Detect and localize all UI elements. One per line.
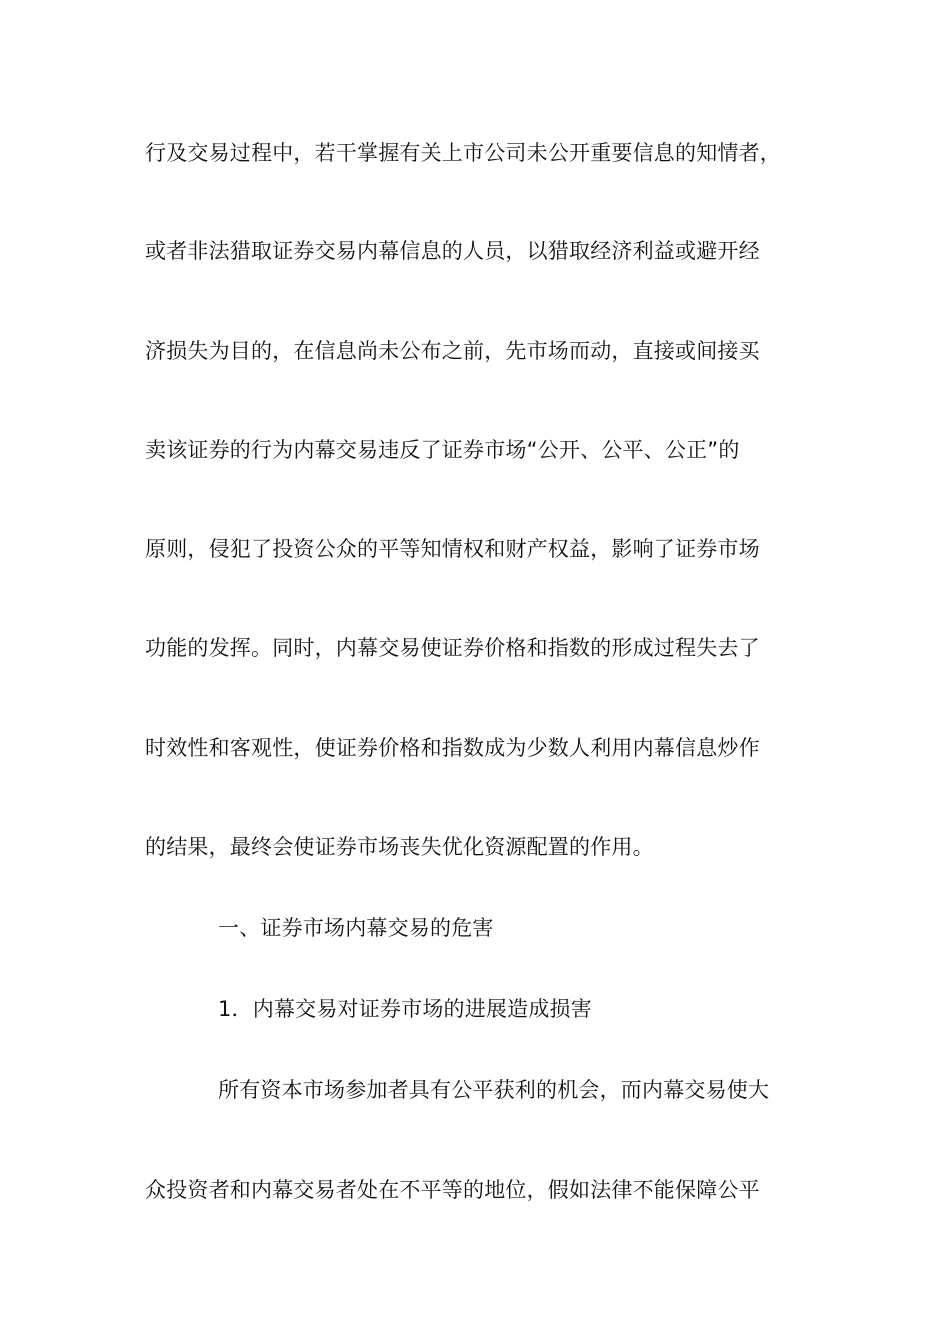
text-line: 卖该证券的行为内幕交易违反了证券市场“公开、公平、公正”的 [145,438,740,462]
text-line: 所有资本市场参加者具有公平获利的机会，而内幕交易使大 [218,1078,770,1102]
text-line: 的结果，最终会使证券市场丧失优化资源配置的作用。 [145,835,654,859]
section-heading: 一、证券市场内幕交易的危害 [218,916,494,940]
text-line: 时效性和客观性，使证券价格和指数成为少数人利用内幕信息炒作 [145,736,760,760]
text-line: 或者非法猎取证券交易内幕信息的人员，以猎取经济利益或避开经 [145,239,760,263]
text-line: 济损失为目的，在信息尚未公布之前，先市场而动，直接或间接买 [145,339,760,363]
text-line: 功能的发挥。同时，内幕交易使证券价格和指数的形成过程失去了 [145,636,760,660]
text-line: 行及交易过程中，若干掌握有关上市公司未公开重要信息的知情者， [145,141,781,165]
text-line: 原则，侵犯了投资公众的平等知情权和财产权益，影响了证券市场 [145,537,760,561]
text-line: 众投资者和内幕交易者处在不平等的地位，假如法律不能保障公平 [145,1178,760,1202]
subsection-heading: 1．内幕交易对证券市场的进展造成损害 [218,997,592,1021]
